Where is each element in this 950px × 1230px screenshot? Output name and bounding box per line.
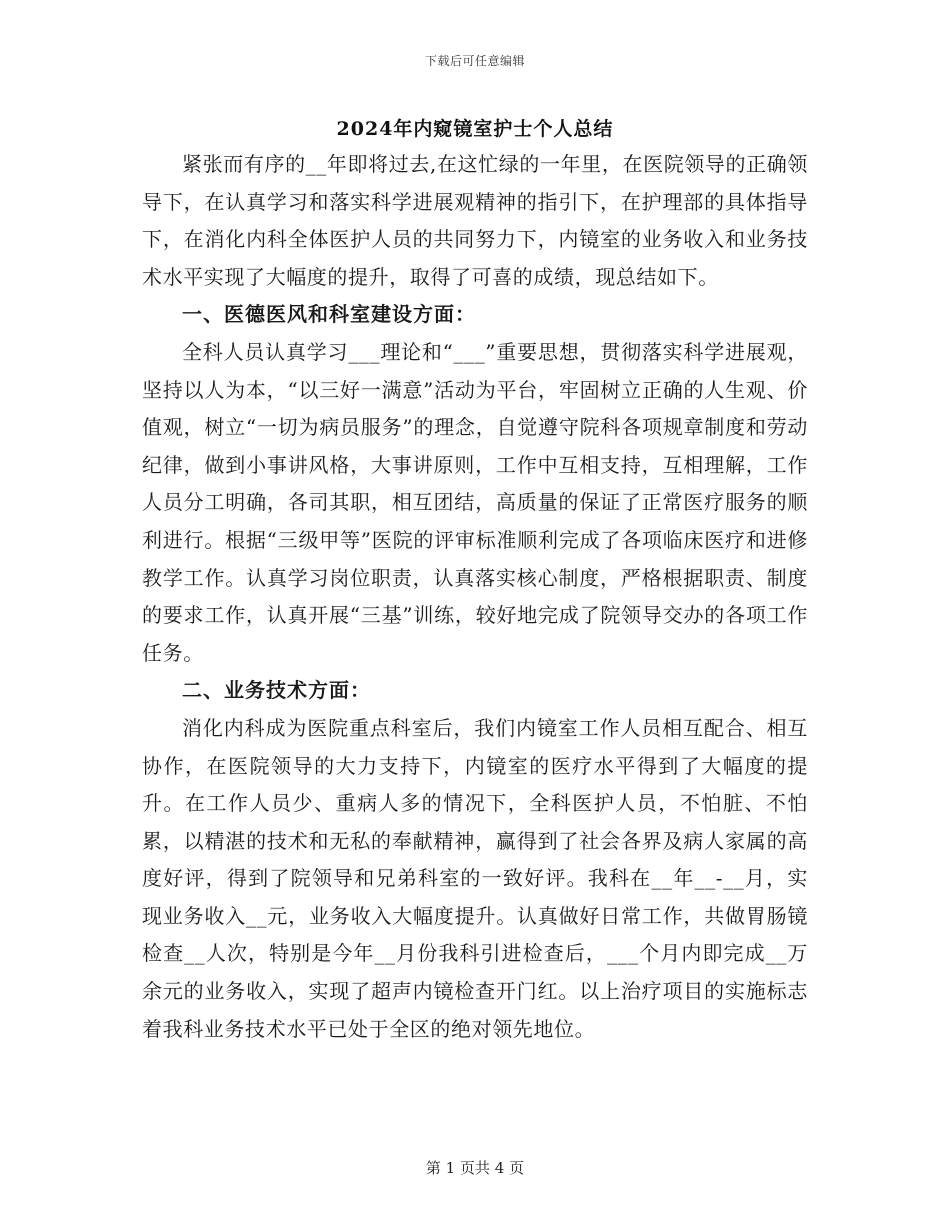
section-1-heading: 一、医德医风和科室建设方面： <box>182 302 476 327</box>
section-2-heading: 二、业务技术方面： <box>182 678 371 703</box>
header-note: 下载后可任意编辑 <box>424 54 525 68</box>
page-number: 第 1 页共 4 页 <box>425 1159 525 1177</box>
document-body <box>142 146 808 1048</box>
document-title: 2024年内窥镜室护士个人总结 <box>336 118 614 140</box>
section-2-paragraph: 消化内科成为医院重点科室后，我们内镜室工作人员相互配合、相互协作，在医院领导的大力支持下，内镜室的医疗水平得到了大幅度的提升。在工作人员少、重病人多的情况下，全科医护人员，不怕脏、不怕累，以精湛的技术和无私的奉献精神，赢得到了社会各界及病人家属的高度好评，得到了院领导和兄弟科室的一致好评。我科在__年__-__月，实现业务收入__元，业务收入大幅度提升。认真做好日常工作，共做胃肠镜检查__人次，特别是今年__月份我科引进检查后，___个月内即完成__万余元的业务收入，实现了超声内镜检查开门红。以上治疗项目的实施标志着我科业务技术水平已处于全区的绝对领先地位。 <box>142 715 808 1041</box>
section-1-paragraph: 全科人员认真学习___理论和“___”重要思想，贯彻落实科学进展观，坚持以人为本，“以三好一满意”活动为平台，牢固树立正确的人生观、价值观，树立“一切为病员服务”的理念，自觉遵守院科各项规章制度和劳动纪律，做到小事讲风格，大事讲原则，工作中互相支持，互相理解，工作人员分工明确，各司其职，相互团结，高质量的保证了正常医疗服务的顺利进行。根据“三级甲等”医院的评审标准顺利完成了各项临床医疗和进修教学工作。认真学习岗位职责，认真落实核心制度，严格根据职责、制度的要求工作，认真开展“三基”训练，较好地完成了院领导交办的各项工作任务。 <box>142 339 808 665</box>
intro-paragraph: 紧张而有序的__年即将过去,在这忙绿的一年里，在医院领导的正确领导下，在认真学习和落实科学进展观精神的指引下，在护理部的具体指导下，在消化内科全体医护人员的共同努力下，内镜室的业务收入和业务技术水平实现了大幅度的提升，取得了可喜的成绩，现总结如下。 <box>142 152 808 289</box>
